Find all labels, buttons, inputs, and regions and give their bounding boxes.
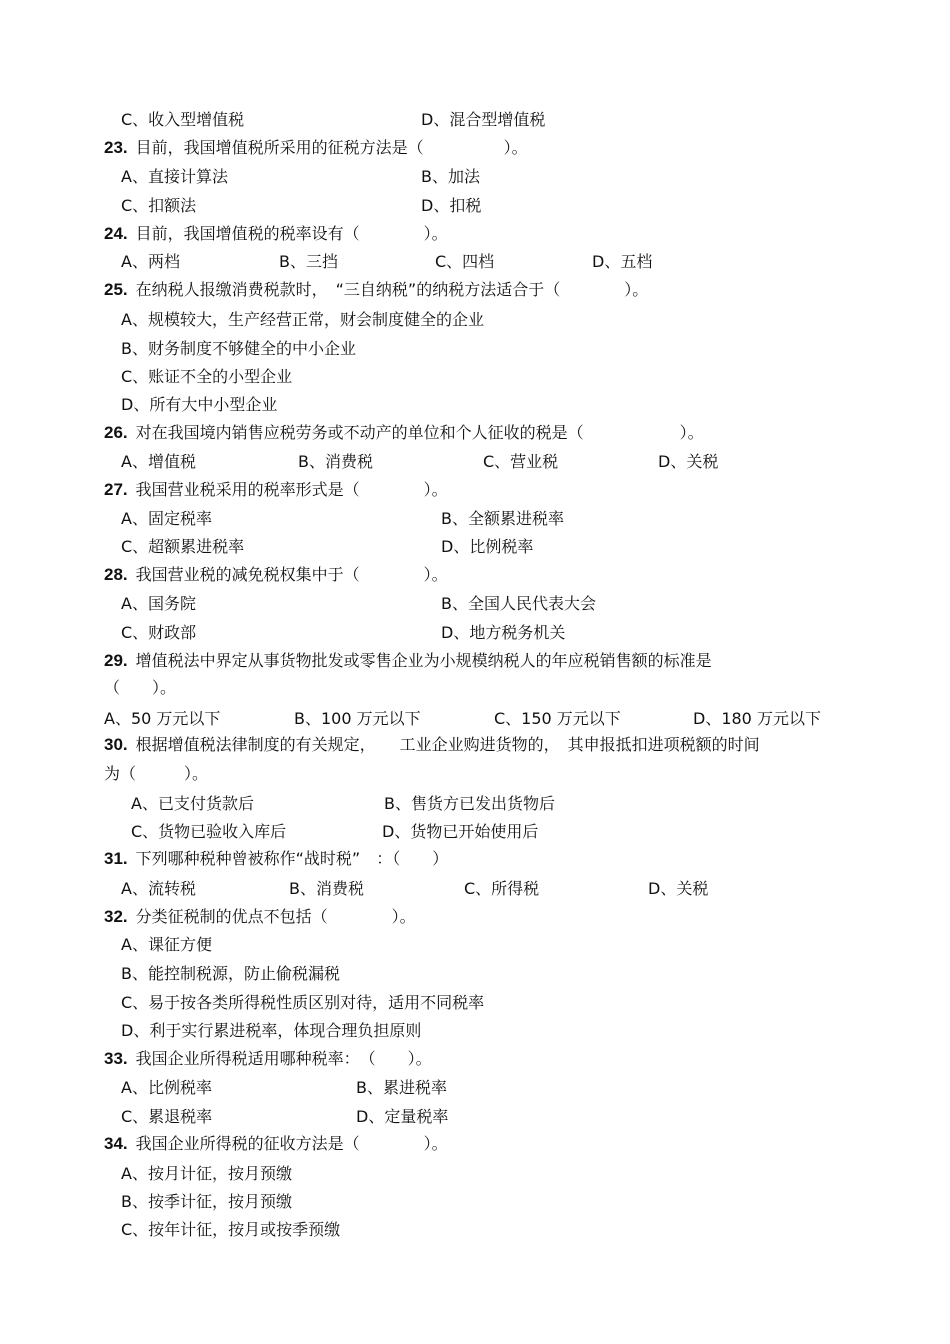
question-text: 对在我国境内销售应税劳务或不动产的单位和个人征收的税是（ ）。 bbox=[135, 423, 704, 442]
question-23 bbox=[104, 138, 528, 158]
option-line: B、能控制税源，防止偷税漏税 bbox=[121, 964, 340, 983]
option-b: B、100 万元以下 bbox=[294, 709, 421, 728]
option-a: A、固定税率 bbox=[121, 509, 212, 528]
option-b: B、全额累进税率 bbox=[441, 509, 564, 528]
question-number: 33. bbox=[104, 1049, 128, 1068]
question-30 bbox=[104, 735, 760, 755]
option-row bbox=[131, 794, 555, 814]
question-32 bbox=[104, 907, 416, 927]
option-row bbox=[121, 196, 482, 216]
option-line: D、所有大中小型企业 bbox=[121, 395, 278, 414]
option-d: D、扣税 bbox=[421, 196, 482, 215]
option-b: B、三挡 bbox=[279, 252, 338, 271]
question-number: 27. bbox=[104, 480, 128, 499]
option-b: B、售货方已发出货物后 bbox=[384, 794, 555, 813]
question-number: 23. bbox=[104, 138, 128, 157]
question-text: 增值税法中界定从事货物批发或零售企业为小规模纳税人的年应税销售额的标准是 bbox=[135, 651, 712, 670]
option-b: B、消费税 bbox=[298, 452, 373, 471]
option-line: C、按年计征，按月或按季预缴 bbox=[121, 1220, 341, 1239]
option-a: A、比例税率 bbox=[121, 1078, 212, 1097]
option-line: B、财务制度不够健全的中小企业 bbox=[121, 339, 356, 358]
question-number: 29. bbox=[104, 651, 128, 670]
option-c: C、营业税 bbox=[483, 452, 559, 471]
question-text: 目前，我国增值税所采用的征税方法是（ ）。 bbox=[135, 138, 528, 157]
option-c: C、扣额法 bbox=[121, 196, 197, 215]
question-text: 下列哪种税种曾被称作“战时税” ：（ ） bbox=[135, 849, 449, 868]
question-number: 25. bbox=[104, 280, 128, 299]
question-31 bbox=[104, 849, 448, 869]
option-c: C、所得税 bbox=[464, 879, 540, 898]
option-b: B、加法 bbox=[421, 167, 480, 186]
option-a: A、直接计算法 bbox=[121, 167, 228, 186]
question-number: 32. bbox=[104, 907, 128, 926]
option-line: D、利于实行累进税率，体现合理负担原则 bbox=[121, 1021, 422, 1040]
option-line: C、易于按各类所得税性质区别对待，适用不同税率 bbox=[121, 993, 485, 1012]
option-c: C、累退税率 bbox=[121, 1107, 213, 1126]
option-d: D、关税 bbox=[648, 879, 709, 898]
option-d: D、定量税率 bbox=[356, 1107, 449, 1126]
option-b: B、消费税 bbox=[289, 879, 364, 898]
option-a: A、已支付货款后 bbox=[131, 794, 254, 813]
option-d: D、地方税务机关 bbox=[441, 623, 566, 642]
question-text: 根据增值税法律制度的有关规定， 工业企业购进货物的， 其申报抵扣进项税额的时间 bbox=[135, 735, 760, 754]
question-33 bbox=[104, 1049, 432, 1069]
option-b: B、累进税率 bbox=[356, 1078, 447, 1097]
question-text: 我国企业所得税适用哪种税率： （ ）。 bbox=[135, 1049, 432, 1068]
option-line: A、课征方便 bbox=[121, 935, 212, 954]
question-number: 26. bbox=[104, 423, 128, 442]
option-row bbox=[121, 594, 596, 614]
option-d: D、关税 bbox=[658, 452, 719, 471]
option-d: D、180 万元以下 bbox=[693, 709, 821, 728]
option-row bbox=[121, 452, 719, 472]
question-continuation: （ ）。 bbox=[104, 678, 177, 697]
question-27 bbox=[104, 480, 448, 500]
question-continuation: 为（ ）。 bbox=[104, 764, 209, 783]
option-row bbox=[121, 1078, 447, 1098]
option-a: A、两档 bbox=[121, 252, 180, 271]
option-a: A、国务院 bbox=[121, 594, 196, 613]
option-row bbox=[121, 110, 546, 130]
option-d: D、货物已开始使用后 bbox=[382, 822, 539, 841]
question-number: 28. bbox=[104, 565, 128, 584]
question-text: 我国营业税采用的税率形式是（ ）。 bbox=[135, 480, 448, 499]
question-26 bbox=[104, 423, 704, 443]
question-number: 30. bbox=[104, 735, 128, 754]
question-text: 我国企业所得税的征收方法是（ ）。 bbox=[135, 1134, 448, 1153]
option-line: A、按月计征，按月预缴 bbox=[121, 1164, 292, 1183]
question-28 bbox=[104, 565, 448, 585]
question-25 bbox=[104, 280, 648, 300]
option-row bbox=[121, 167, 480, 187]
option-c: C、四档 bbox=[435, 252, 495, 271]
option-row bbox=[121, 252, 653, 272]
option-line: A、规模较大，生产经营正常，财会制度健全的企业 bbox=[121, 310, 484, 329]
option-d: D、五档 bbox=[592, 252, 653, 271]
question-29 bbox=[104, 651, 712, 671]
option-line: C、账证不全的小型企业 bbox=[121, 367, 293, 386]
option-a: A、流转税 bbox=[121, 879, 196, 898]
question-text: 分类征税制的优点不包括（ ）。 bbox=[135, 907, 416, 926]
option-row bbox=[121, 537, 534, 557]
option-c: C、150 万元以下 bbox=[494, 709, 621, 728]
question-number: 34. bbox=[104, 1134, 128, 1153]
option-a: A、50 万元以下 bbox=[104, 709, 221, 728]
option-b: B、全国人民代表大会 bbox=[441, 594, 596, 613]
option-c: C、货物已验收入库后 bbox=[131, 822, 287, 841]
option-line: B、按季计征，按月预缴 bbox=[121, 1192, 292, 1211]
option-row bbox=[104, 709, 821, 729]
option-c: C、财政部 bbox=[121, 623, 197, 642]
question-text: 目前，我国增值税的税率设有（ ）。 bbox=[135, 224, 448, 243]
question-text: 我国营业税的减免税权集中于（ ）。 bbox=[135, 565, 448, 584]
option-row bbox=[121, 623, 566, 643]
question-34 bbox=[104, 1134, 448, 1154]
option-row bbox=[131, 822, 539, 842]
option-d: D、混合型增值税 bbox=[421, 110, 546, 129]
option-row bbox=[121, 879, 709, 899]
option-a: A、增值税 bbox=[121, 452, 196, 471]
option-row bbox=[121, 509, 564, 529]
option-c: C、超额累进税率 bbox=[121, 537, 245, 556]
option-d: D、比例税率 bbox=[441, 537, 534, 556]
question-24 bbox=[104, 224, 448, 244]
question-number: 24. bbox=[104, 224, 128, 243]
question-number: 31. bbox=[104, 849, 128, 868]
question-text: 在纳税人报缴消费税款时， “三自纳税”的纳税方法适合于（ ）。 bbox=[135, 280, 649, 299]
option-c: C、收入型增值税 bbox=[121, 110, 245, 129]
option-row bbox=[121, 1107, 449, 1127]
